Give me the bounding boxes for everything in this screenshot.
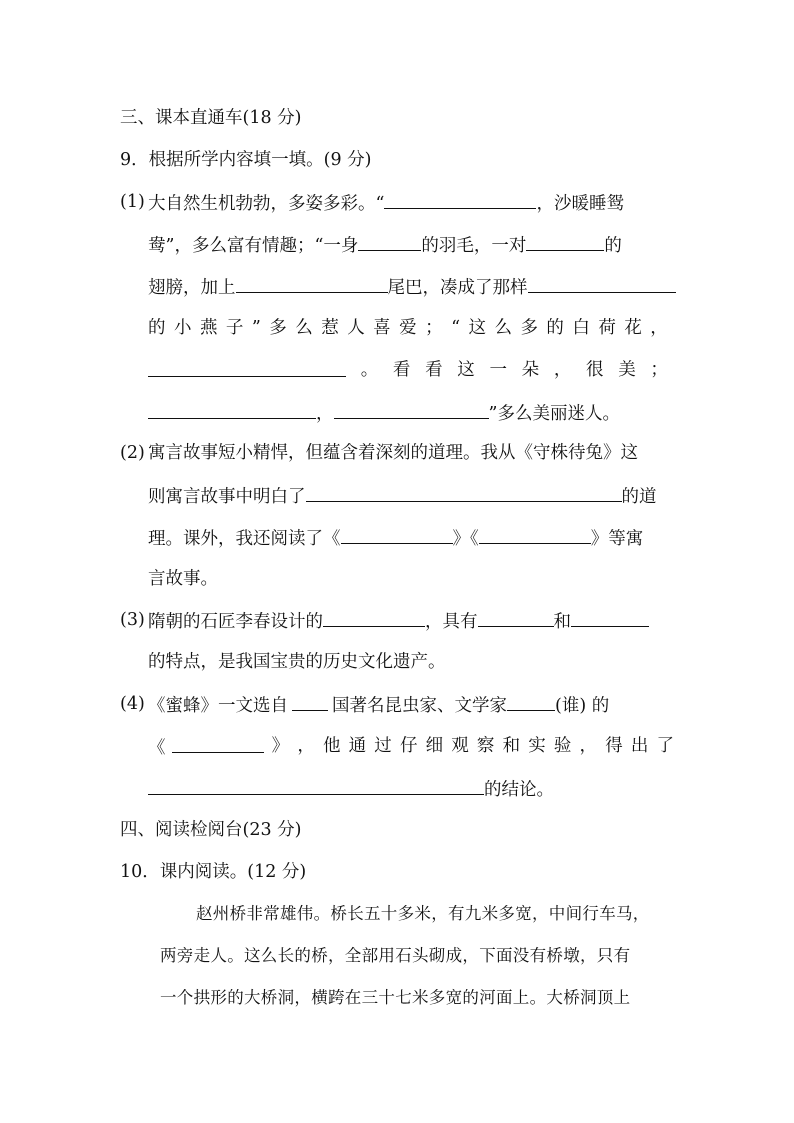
char: “: [451, 318, 461, 338]
char: 爱: [399, 318, 417, 338]
answer-blank[interactable]: [148, 776, 484, 795]
char: 燕: [199, 318, 218, 338]
passage-line: 赵州桥非常雄伟。桥长五十多米，有九米多宽，中间行车马，: [196, 904, 650, 923]
char: 么: [494, 318, 512, 338]
char: ，: [579, 736, 598, 756]
q9-4-line-2: [148, 734, 674, 760]
q9-2-text: 》等寓: [590, 529, 644, 549]
answer-blank[interactable]: [292, 692, 328, 711]
q9-2-number: (2): [120, 443, 145, 463]
char: 看: [392, 360, 411, 380]
q9-1-text: 大自然生机勃勃，多姿多彩。“: [148, 194, 385, 214]
passage-line: 一个拱形的大桥洞，横跨在三十七米多宽的河面上。大桥洞顶上: [160, 988, 631, 1007]
char: 《: [148, 738, 166, 758]
char: 的: [546, 318, 564, 338]
q9-4-number: (4): [120, 694, 145, 714]
char: 多: [269, 318, 287, 338]
q9-1-text: 鸯”，多么富有情趣；“一身: [148, 236, 359, 256]
answer-blank[interactable]: [148, 400, 316, 419]
char: 仔: [399, 736, 418, 756]
char: 荷: [598, 318, 616, 338]
char: ，: [650, 318, 668, 338]
q9-1-line-5: [148, 358, 668, 382]
q9-4-text: 《蜜蜂》一文选自: [148, 696, 288, 716]
char: ，: [297, 736, 315, 756]
char: 子: [225, 318, 244, 338]
q9-2-text: 》《: [452, 529, 479, 549]
q9-3-line-1: [148, 608, 649, 634]
answer-blank[interactable]: [148, 358, 346, 377]
char: 细: [425, 736, 444, 756]
answer-blank[interactable]: [334, 400, 489, 419]
q9-4-line-1: [148, 692, 609, 718]
char: ；: [650, 360, 668, 380]
q9-1-text: ，沙暖睡鸳: [536, 194, 624, 214]
char: 验: [553, 736, 572, 756]
question-10-header: 10．课内阅读。(12 分): [120, 862, 307, 882]
q9-4-text: 国著名昆虫家、文学家: [332, 696, 507, 716]
char: ”: [251, 318, 261, 338]
answer-blank[interactable]: [341, 525, 453, 544]
answer-blank[interactable]: [323, 608, 425, 627]
q9-4-text: (谁) 的: [555, 696, 610, 716]
char: 白: [572, 318, 590, 338]
char: 看: [425, 360, 443, 380]
q9-1-text: ”多么美丽迷人。: [488, 404, 620, 424]
char: 喜: [373, 318, 391, 338]
char: 这: [468, 318, 486, 338]
answer-blank[interactable]: [358, 232, 421, 251]
q9-1-line-2: [148, 232, 622, 258]
char: 这: [457, 360, 475, 380]
q9-1-line-4: [148, 316, 668, 340]
char: 么: [295, 318, 313, 338]
q9-2-line-4: 言故事。: [148, 569, 218, 589]
char: 过: [374, 736, 392, 756]
char: 实: [528, 736, 546, 756]
char: 多: [520, 318, 538, 338]
q9-2-line-3: [148, 525, 643, 551]
q9-1-number: (1): [120, 192, 145, 212]
char: 朵: [521, 360, 540, 380]
char: 一: [489, 360, 507, 380]
q9-2-text: 理。课外，我还阅读了《: [148, 529, 341, 549]
q9-1-line-1: [148, 190, 624, 216]
q9-4-text: 的结论。: [484, 780, 554, 800]
passage-line: 两旁走人。这么长的桥，全部用石头砌成，下面没有桥墩，只有: [160, 946, 631, 965]
q9-1-text: 的羽毛，一对: [421, 236, 527, 256]
q9-1-text: 尾巴，凑成了那样: [387, 278, 528, 298]
char: 通: [348, 736, 367, 756]
q9-1-text: ，: [316, 404, 334, 424]
q9-4-book-title: [148, 734, 264, 760]
char: 》: [271, 736, 290, 756]
char: ，: [553, 360, 572, 380]
q9-3-line-2: 的特点，是我国宝贵的历史文化遗产。: [148, 652, 446, 672]
q9-3-text: 隋朝的石匠李春设计的: [148, 612, 323, 632]
char: 美: [618, 360, 636, 380]
char: 小: [173, 318, 192, 338]
char: 。: [360, 360, 379, 380]
char: 出: [630, 736, 649, 756]
char: 了: [656, 736, 674, 756]
answer-blank[interactable]: [236, 274, 388, 293]
section-3-title: 三、课本直通车(18 分): [120, 108, 302, 128]
q9-4-line-3: [148, 776, 554, 802]
q9-2-line-1: 寓言故事短小精悍，但蕴含着深刻的道理。我从《守株待兔》这: [148, 443, 638, 463]
answer-blank[interactable]: [172, 734, 264, 753]
answer-blank[interactable]: [528, 274, 676, 293]
q9-3-text: 和: [553, 612, 571, 632]
answer-blank[interactable]: [384, 190, 536, 209]
answer-blank[interactable]: [507, 692, 555, 711]
char: 人: [347, 318, 365, 338]
q9-1-text: 的: [604, 236, 622, 256]
char: 惹: [321, 318, 339, 338]
char: 花: [624, 318, 642, 338]
answer-blank[interactable]: [571, 608, 649, 627]
char: 很: [586, 360, 604, 380]
char: 观: [451, 736, 469, 756]
answer-blank[interactable]: [306, 483, 622, 502]
q9-3-number: (3): [120, 610, 145, 630]
q9-1-line-6: [148, 400, 620, 426]
answer-blank[interactable]: [479, 525, 591, 544]
q9-2-text: 则寓言故事中明白了: [148, 487, 306, 507]
q9-2-text: 的道: [621, 487, 657, 507]
char: 的: [148, 318, 166, 338]
char: 和: [502, 736, 521, 756]
question-9-header: 9．根据所学内容填一填。(9 分): [120, 150, 372, 170]
q9-1-line-3: [148, 274, 676, 300]
char: 他: [322, 736, 341, 756]
char: 得: [605, 736, 623, 756]
char: 察: [476, 736, 495, 756]
answer-blank[interactable]: [478, 608, 554, 627]
q9-1-text: 翅膀，加上: [148, 278, 236, 298]
section-4-title: 四、阅读检阅台(23 分): [120, 820, 302, 840]
answer-blank[interactable]: [526, 232, 604, 251]
q9-2-line-2: [148, 483, 657, 509]
char: ；: [425, 318, 443, 338]
q9-3-text: ，具有: [425, 612, 478, 632]
